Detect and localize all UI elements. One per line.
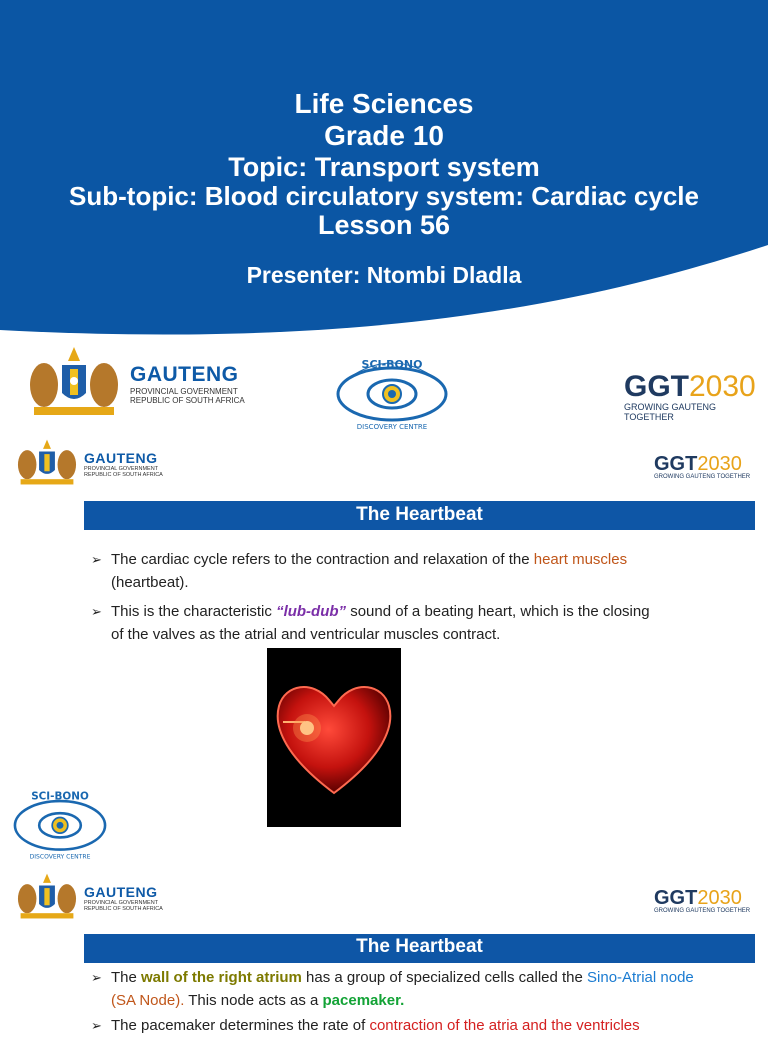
highlight-sino-atrial: Sino-Atrial node <box>587 969 694 986</box>
bullet-cardiac-cycle <box>91 548 701 594</box>
ggt-year: 2030 <box>697 887 742 909</box>
scibono-top-text: SCI-BONO <box>361 358 423 371</box>
gauteng-logo-small <box>14 438 163 490</box>
gauteng-line2: REPUBLIC OF SOUTH AFRICA <box>84 906 163 912</box>
scibono-eye-icon <box>332 350 452 430</box>
grade-label: Grade 10 <box>324 120 444 151</box>
course-title: Life Sciences <box>294 88 474 119</box>
bullet-sa-node <box>91 966 751 1012</box>
bullet-text: of the valves as the atrial and ventricular muscles contract. <box>111 626 501 643</box>
bullet-text: has a group of specialized cells called the <box>301 969 588 986</box>
ggt-tagline: GROWING GAUTENG TOGETHER <box>624 402 716 422</box>
bullet-text: (heartbeat). <box>111 574 189 591</box>
gauteng-line2: REPUBLIC OF SOUTH AFRICA <box>130 396 245 405</box>
subtopic-label: Sub-topic: Blood circulatory system: Cardiac cycle <box>69 181 699 211</box>
bullet-lub-dub <box>91 600 711 646</box>
ggt-tagline: GROWING GAUTENG TOGETHER <box>654 474 751 480</box>
gauteng-name: GAUTENG <box>130 363 239 386</box>
presenter-label: Presenter: Ntombi Dladla <box>246 262 522 288</box>
gauteng-line1: PROVINCIAL GOVERNMENT <box>84 466 159 472</box>
bullet-arrow-icon: ➢ <box>91 552 102 567</box>
bullet-text: This is the characteristic <box>111 603 277 620</box>
ggt-tagline: GROWING GAUTENG TOGETHER <box>654 908 751 914</box>
section-heading-2: The Heartbeat <box>84 934 755 963</box>
coat-of-arms-icon <box>24 345 124 423</box>
gauteng-name: GAUTENG <box>84 884 158 900</box>
bullet-text: sound of a beating heart, which is the closing <box>346 603 650 620</box>
scibono-bottom-text: DISCOVERY CENTRE <box>356 423 428 430</box>
bullet-text: The <box>111 969 142 986</box>
bullet-text: The cardiac cycle refers to the contraction and relaxation of the <box>111 551 534 568</box>
highlight-pacemaker: pacemaker. <box>322 992 405 1009</box>
bullet-arrow-icon: ➢ <box>91 1018 102 1033</box>
bullet-arrow-icon: ➢ <box>91 970 102 985</box>
ggt2030-logo <box>624 372 768 422</box>
gauteng-line2: REPUBLIC OF SOUTH AFRICA <box>84 472 163 478</box>
ggt2030-logo-small <box>654 454 750 480</box>
gauteng-logo <box>24 345 245 423</box>
highlight-heart-muscles: heart muscles <box>533 551 628 568</box>
ggt-year: 2030 <box>689 370 756 403</box>
ggt-year: 2030 <box>697 453 742 475</box>
gauteng-line1: PROVINCIAL GOVERNMENT <box>84 900 159 906</box>
bullet-arrow-icon: ➢ <box>91 604 102 619</box>
scibono-logo <box>332 350 452 435</box>
bullet-text: The pacemaker determines the rate of <box>111 1017 370 1034</box>
scibono-bottom-text: DISCOVERY CENTRE <box>29 853 91 860</box>
ggt-prefix: GGT <box>654 887 698 909</box>
gauteng-name: GAUTENG <box>84 450 158 466</box>
highlight-right-atrium: wall of the right atrium <box>141 969 302 986</box>
highlight-sa-node: (SA Node). <box>111 992 185 1009</box>
coat-of-arms-icon <box>14 438 80 490</box>
lesson-label: Lesson 56 <box>317 210 451 240</box>
scibono-eye-icon <box>8 782 112 860</box>
section-heading: The Heartbeat <box>84 501 755 530</box>
gauteng-line1: PROVINCIAL GOVERNMENT <box>130 387 238 396</box>
ggt2030-logo-small-2 <box>654 888 750 914</box>
scibono-top-text: SCI-BONO <box>31 790 89 803</box>
gauteng-logo-small-2 <box>14 872 163 924</box>
highlight-lub-dub: “lub-dub” <box>276 603 347 620</box>
scibono-logo-small <box>8 782 112 865</box>
heart-image <box>267 648 401 827</box>
ggt-prefix: GGT <box>624 370 689 403</box>
highlight-contraction: contraction of the atria and the ventricles <box>369 1017 640 1034</box>
bullet-text: This node acts as a <box>184 992 323 1009</box>
coat-of-arms-icon <box>14 872 80 924</box>
topic-label: Topic: Transport system <box>228 152 540 182</box>
ggt-prefix: GGT <box>654 453 698 475</box>
bullet-pacemaker-rate <box>91 1014 751 1037</box>
